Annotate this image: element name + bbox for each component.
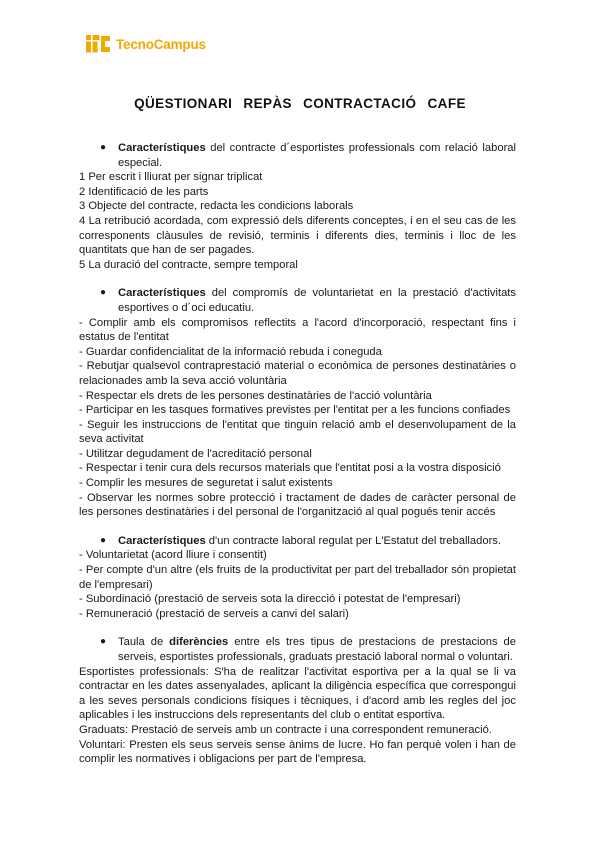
list-item: - Seguir les instruccions de l'entitat que tinguin relació amb el desenvolupament de la seva activitat	[79, 418, 516, 446]
list-item: - Subordinació (prestació de serveis sota la direcció i potestat de l'empresari)	[79, 593, 461, 606]
heading-bold: diferències	[169, 636, 229, 649]
list-item: - Utilitzar degudament de l'acreditació personal	[79, 447, 312, 460]
list-item: - Observar les normes sobre protecció i tractament de dades de caràcter personal de les persones destinatàries i del personal de l'organització al qual pogués tenir accés	[79, 491, 516, 519]
tecnocampus-logo-icon	[86, 35, 112, 53]
list-item: 4 La retribució acordada, com expressió dels diferents conceptes, i en el seu cas de les corresponents clàusules de revisió, terminis i diferents dies, terminis i lloc de les quantitats que han de ser pagades.	[79, 214, 516, 257]
list-item: Voluntari: Presten els seus serveis sense ànims de lucre. Ho fan perquè volen i han de complir les normatives i obligacions per part de l'empresa.	[79, 738, 516, 766]
list-item: 3 Objecte del contracte, redacta les condicions laborals	[79, 200, 354, 213]
list-item: Esportistes professionals: S'ha de realitzar l'activitat esportiva per a la qual se li va contractar en les dates assenyalades, aplicant la diligència específica que correspongui a les seves personals condicions físiques i tècniques, i d'acord amb les regles del joc aplicables i les instruccions dels representants del club o entitat esportiva.	[79, 665, 516, 722]
list-item: - Complir les mesures de seguretat i salut existents	[79, 477, 333, 490]
list-item: - Voluntarietat (acord lliure i consentit)	[79, 549, 267, 562]
heading-bold: Característiques	[118, 534, 206, 547]
heading-bold: Característiques	[118, 287, 206, 300]
page-title: QÜESTIONARI REPÀS CONTRACTACIÓ CAFE	[134, 96, 466, 111]
heading-text: d'un contracte laboral regulat per L'Estatut del treballadors.	[205, 534, 502, 547]
bullet-icon: ●	[99, 534, 106, 546]
bullet-icon: ●	[99, 142, 106, 153]
list-item: 1 Per escrit i lliurat per signar triplicat	[79, 171, 263, 184]
section-heading	[79, 286, 516, 315]
section-heading	[79, 635, 516, 664]
list-item: Graduats: Prestació de serveis amb un contracte i una correspondent remuneració.	[79, 723, 492, 736]
document-body	[79, 141, 516, 767]
list-item: - Respectar i tenir cura dels recursos materials que l'entitat posi a la vostra disposició	[79, 462, 501, 475]
list-item: - Respectar els drets de les persones destinatàries de l'acció voluntària	[79, 389, 432, 402]
heading-pre: Taula de	[118, 636, 170, 649]
list-item: - Guardar confidencialitat de la informació rebuda i coneguda	[79, 345, 382, 358]
logo-text: TecnoCampus	[116, 36, 206, 52]
list-item: - Participar en les tasques formatives previstes per l'entitat per a les funcions confiades	[79, 404, 511, 417]
section-heading	[79, 534, 516, 549]
heading-text: del contracte d´esportistes professionals com relació laboral especial.	[118, 142, 516, 169]
heading-bold: Característiques	[118, 142, 206, 154]
bullet-icon: ●	[99, 636, 106, 648]
heading-text: entre els tres tipus de prestacions de prestacions de serveis, esportistes professionals, graduats prestació laboral normal o voluntari.	[118, 636, 516, 663]
bullet-icon: ●	[99, 287, 106, 299]
section-heading	[79, 141, 516, 170]
list-item: 2 Identificació de les parts	[79, 185, 209, 198]
list-item: - Rebutjar qualsevol contraprestació material o econòmica de persones destinatàries o relacionades amb la seva acció voluntària	[79, 360, 516, 387]
list-item: - Complir amb els compromisos reflectits a l'acord d'incorporació, respectant fins i estatus de l'entitat	[79, 316, 516, 344]
heading-text: del compromís de voluntarietat en la prestació d'activitats esportives o d´oci educatiu.	[118, 287, 516, 314]
list-item: - Per compte d'un altre (els fruits de la productivitat per part del treballador són propietat de l'empresari)	[79, 564, 516, 591]
list-item: - Remuneració (prestació de serveis a canvi del salari)	[79, 607, 349, 620]
tecnocampus-logo	[86, 34, 206, 54]
list-item: 5 La duració del contracte, sempre temporal	[79, 258, 298, 271]
